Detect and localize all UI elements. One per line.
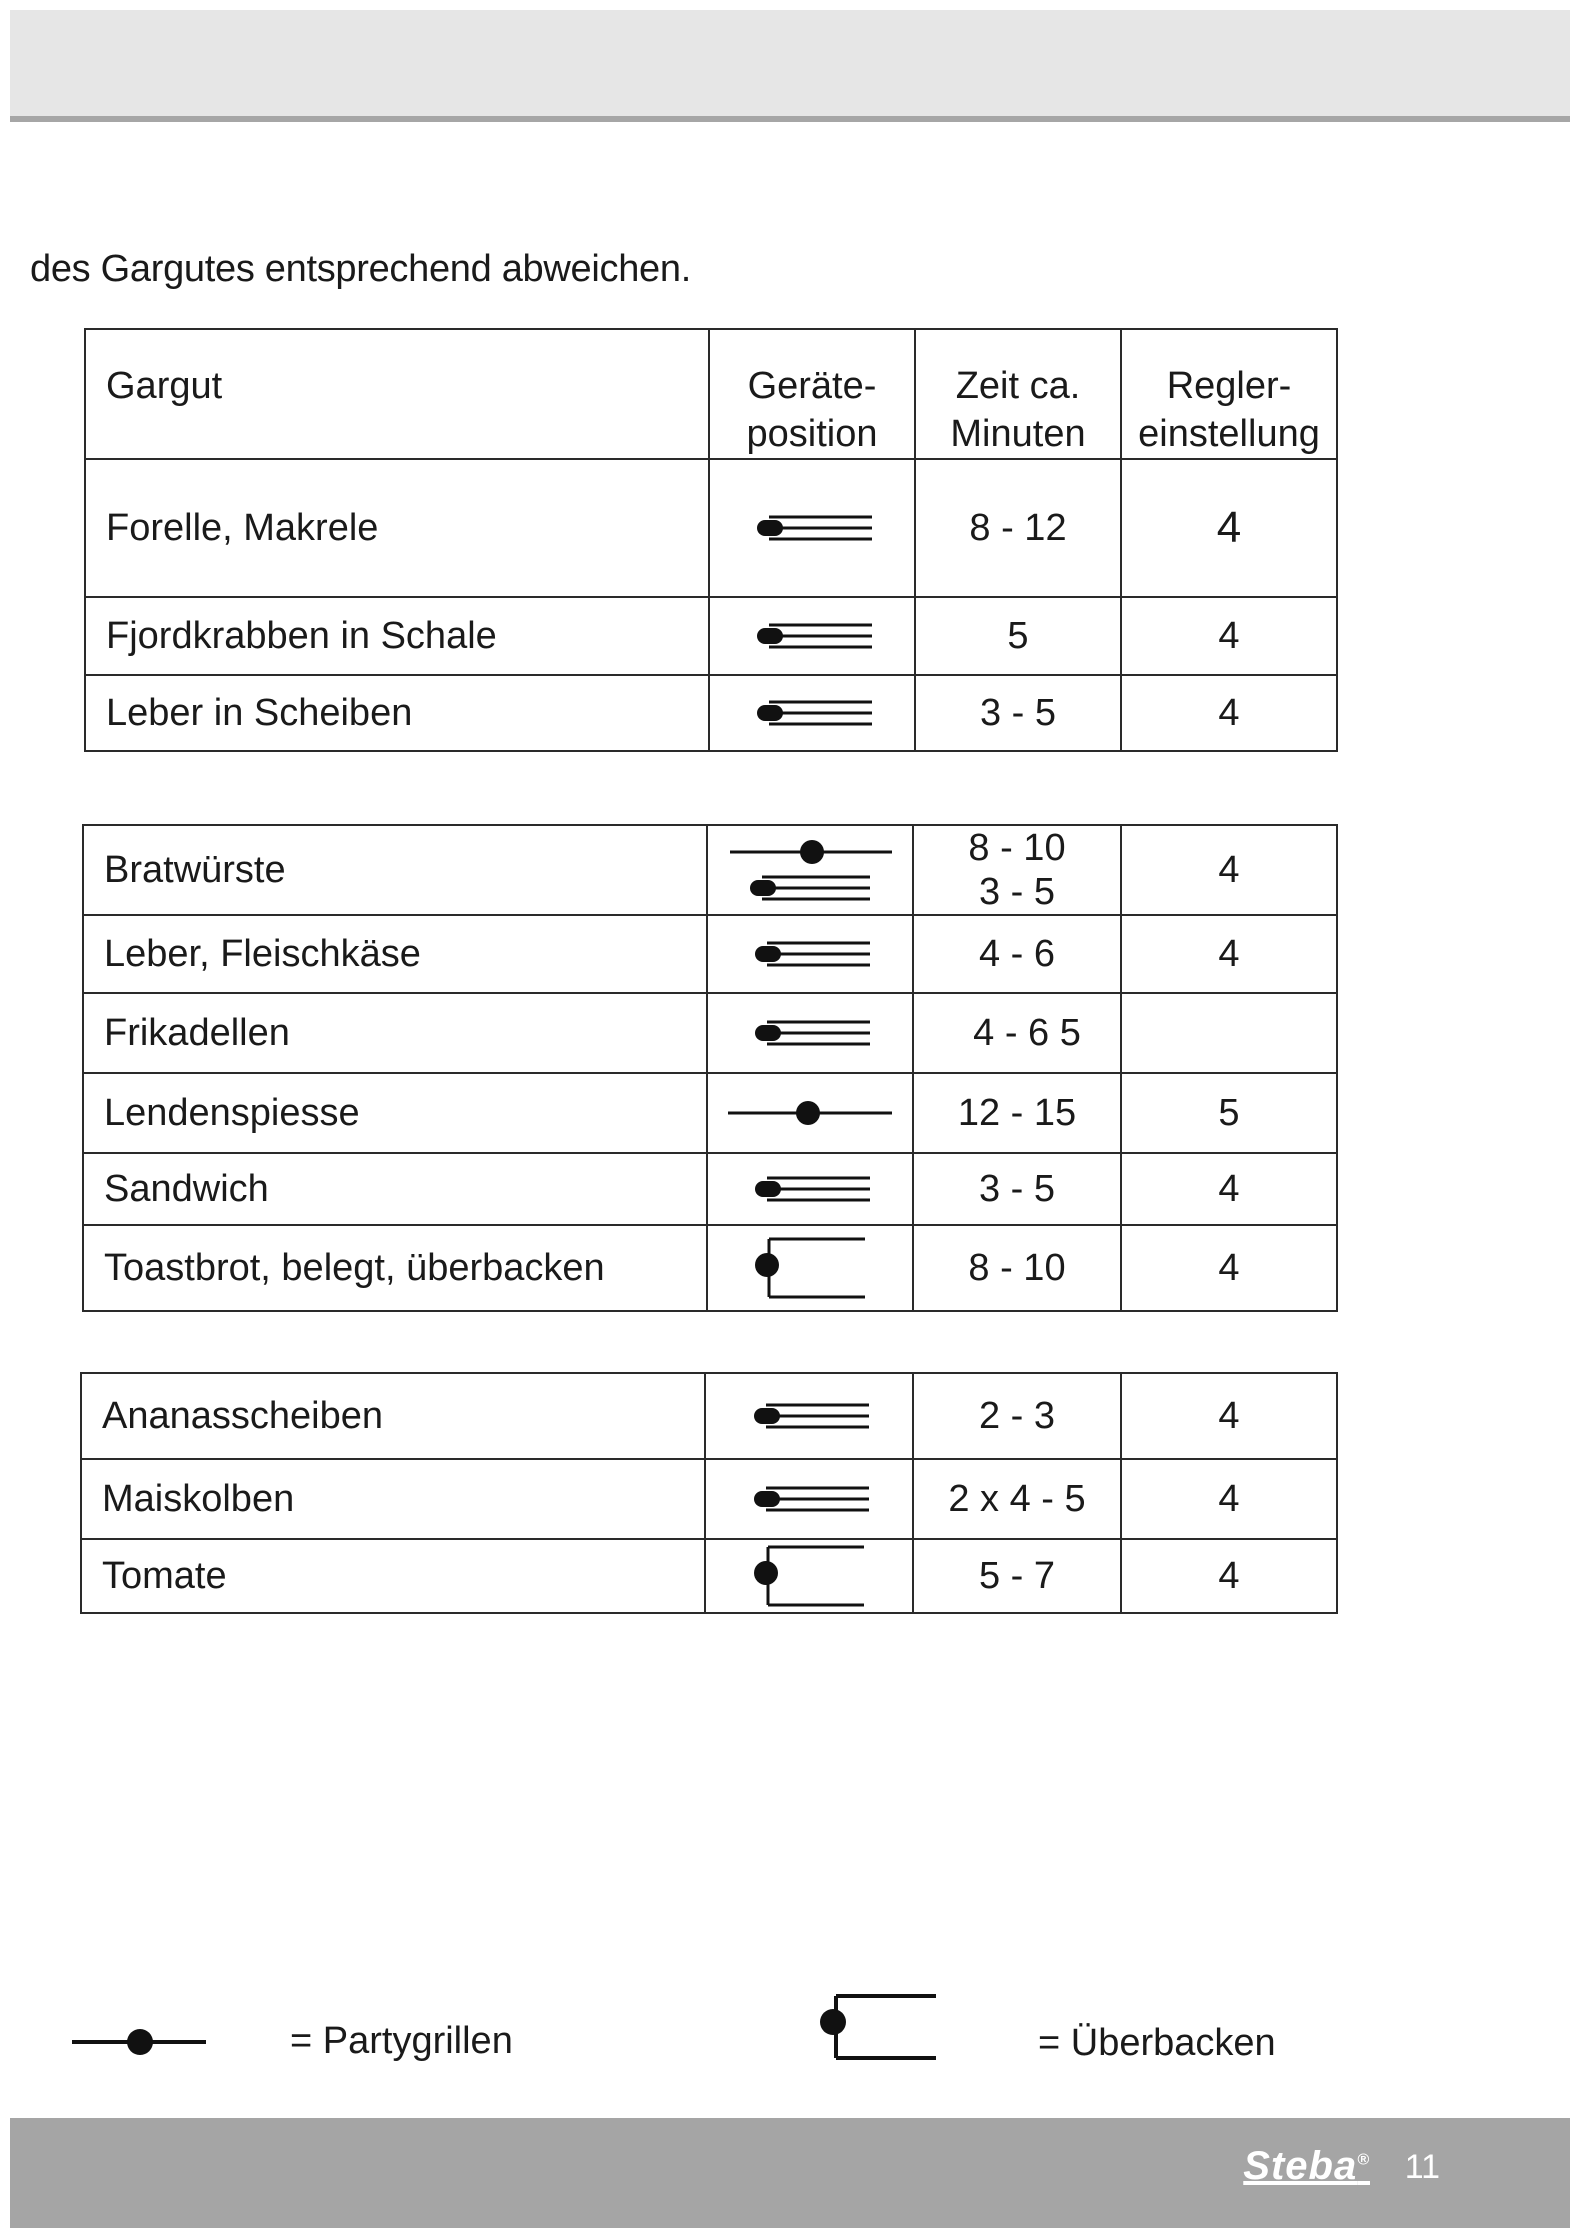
partygrill-legend-label: = Partygrillen <box>290 2020 513 2062</box>
position-cell <box>709 459 915 597</box>
intro-text: des Gargutes entsprechend abweichen. <box>30 248 691 290</box>
time-cell: 4 - 6 5 <box>913 993 1121 1073</box>
food-cell: Fjordkrabben in Schale <box>85 597 709 675</box>
food-cell: Lendenspiesse <box>83 1073 707 1153</box>
ueberbacken-legend-icon <box>812 1992 942 2064</box>
header-band <box>10 10 1570 122</box>
setting-cell: 4 <box>1121 675 1337 751</box>
table-row <box>85 459 1337 597</box>
cooking-table-1 <box>84 328 1338 752</box>
position-cell <box>705 1459 913 1539</box>
food-cell: Leber in Scheiben <box>85 675 709 751</box>
grill-rack-icon <box>744 1479 874 1519</box>
table-row <box>81 1373 1337 1459</box>
position-cell <box>707 915 913 993</box>
table-row <box>81 1539 1337 1613</box>
grill-rack-icon <box>745 1013 875 1053</box>
page-number: 11 <box>1404 2148 1440 2186</box>
partygrill-legend-icon <box>72 2022 206 2062</box>
food-cell: Toastbrot, belegt, überbacken <box>83 1225 707 1311</box>
brand-logo: Steba® <box>1243 2144 1370 2188</box>
header-position: Geräte- position <box>709 329 915 459</box>
food-cell: Frikadellen <box>83 993 707 1073</box>
food-cell: Tomate <box>81 1539 705 1613</box>
cooking-table-3 <box>80 1372 1338 1614</box>
header-food: Gargut <box>85 329 709 459</box>
setting-cell: 4 <box>1121 597 1337 675</box>
table-header-row <box>85 329 1337 459</box>
setting-cell: 4 <box>1121 1153 1337 1225</box>
table-row <box>83 915 1337 993</box>
table-row <box>85 675 1337 751</box>
position-cell <box>705 1539 913 1613</box>
setting-cell: 4 <box>1121 1459 1337 1539</box>
grill-rack-icon <box>747 616 877 656</box>
grill-rack-icon <box>745 1169 875 1209</box>
setting-cell: 4 <box>1121 825 1337 915</box>
time-cell: 3 - 5 <box>915 675 1121 751</box>
position-cell <box>705 1373 913 1459</box>
position-cell <box>707 1225 913 1311</box>
cooking-table-2 <box>82 824 1338 1312</box>
grill-rack-icon <box>747 693 877 733</box>
food-cell: Forelle, Makrele <box>85 459 709 597</box>
ueberbacken-legend-label: = Überbacken <box>1038 2022 1276 2064</box>
header-time: Zeit ca. Minuten <box>915 329 1121 459</box>
setting-cell: 4 <box>1121 915 1337 993</box>
partygrill-icon <box>720 1093 900 1133</box>
time-cell: 3 - 5 <box>913 1153 1121 1225</box>
food-cell: Leber, Fleischkäse <box>83 915 707 993</box>
setting-cell: 4 <box>1121 1539 1337 1613</box>
table-row <box>83 825 1337 915</box>
setting-cell: 4 <box>1121 1373 1337 1459</box>
time-cell: 2 x 4 - 5 <box>913 1459 1121 1539</box>
table-row <box>83 1073 1337 1153</box>
ueberbacken-icon <box>744 1541 874 1611</box>
food-cell: Sandwich <box>83 1153 707 1225</box>
grill-rack-icon <box>747 508 877 548</box>
position-cell <box>707 825 913 915</box>
time-cell: 8 - 12 <box>915 459 1121 597</box>
partygrill-and-grill-rack-icon <box>720 832 900 908</box>
time-cell: 5 - 7 <box>913 1539 1121 1613</box>
header-setting: Regler- einstellung <box>1121 329 1337 459</box>
table-row <box>83 993 1337 1073</box>
table-row <box>83 1153 1337 1225</box>
ueberbacken-icon <box>745 1233 875 1303</box>
food-cell: Maiskolben <box>81 1459 705 1539</box>
setting-cell: 4 <box>1121 459 1337 597</box>
position-cell <box>709 675 915 751</box>
time-cell: 12 - 15 <box>913 1073 1121 1153</box>
grill-rack-icon <box>745 934 875 974</box>
time-cell: 4 - 6 <box>913 915 1121 993</box>
table-row <box>81 1459 1337 1539</box>
time-cell: 2 - 3 <box>913 1373 1121 1459</box>
position-cell <box>709 597 915 675</box>
position-cell <box>707 993 913 1073</box>
food-cell: Bratwürste <box>83 825 707 915</box>
food-cell: Ananasscheiben <box>81 1373 705 1459</box>
table-row <box>83 1225 1337 1311</box>
setting-cell: 4 <box>1121 1225 1337 1311</box>
table-row <box>85 597 1337 675</box>
position-cell <box>707 1153 913 1225</box>
position-cell <box>707 1073 913 1153</box>
grill-rack-icon <box>744 1396 874 1436</box>
footer-band <box>10 2118 1570 2228</box>
time-cell: 8 - 10 <box>913 1225 1121 1311</box>
time-cell: 5 <box>915 597 1121 675</box>
setting-cell <box>1121 993 1337 1073</box>
time-cell: 8 - 10 3 - 5 <box>913 825 1121 915</box>
setting-cell: 5 <box>1121 1073 1337 1153</box>
